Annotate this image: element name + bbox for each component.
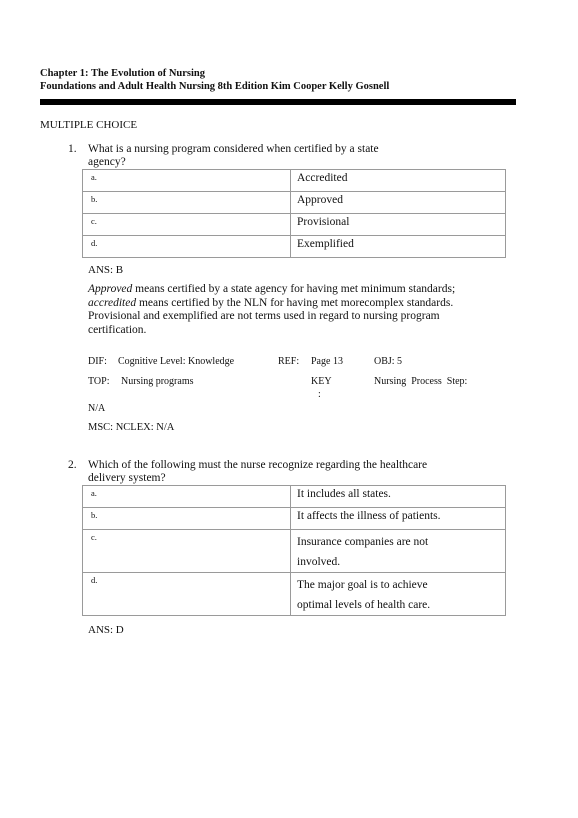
question-text-line: Which of the following must the nurse recognize regarding the healthcare (88, 459, 428, 471)
option-text-line: The major goal is to achieve (297, 579, 428, 591)
options-table (82, 169, 506, 258)
rationale-line: certification. (88, 323, 147, 336)
key-value-continued: N/A (88, 403, 106, 414)
question-text (88, 459, 427, 484)
option-row[interactable] (83, 486, 505, 508)
key-label: KEY (311, 376, 332, 387)
rationale-line (88, 297, 508, 311)
option-text (291, 573, 505, 615)
top-value: Nursing programs (121, 376, 194, 387)
answer-key: ANS: B (88, 264, 124, 276)
rationale-term: Approved (88, 283, 133, 295)
rationale-term: accredited (88, 296, 137, 309)
rationale-text: means certified by a state agency for having met minimum standards; (132, 283, 456, 295)
option-text: It includes all states. (297, 488, 391, 500)
option-letter: c. (83, 214, 291, 235)
option-row[interactable] (83, 236, 505, 257)
option-letter: c. (83, 530, 291, 572)
option-text: Exemplified (297, 238, 354, 250)
option-row[interactable] (83, 573, 505, 615)
option-row[interactable] (83, 170, 505, 192)
question-text-line: agency? (88, 155, 126, 168)
obj-value: OBJ: 5 (374, 356, 403, 367)
question-text-line: What is a nursing program considered when certified by a state (88, 143, 379, 155)
option-text-line: involved. (297, 556, 341, 568)
option-text: Provisional (297, 216, 350, 228)
header-rule (40, 99, 516, 105)
top-label: TOP: (88, 376, 110, 387)
key-colon: : (318, 389, 321, 400)
question-number: 1. (68, 143, 77, 155)
rationale-line (88, 283, 508, 297)
option-row[interactable] (83, 192, 505, 214)
option-letter: b. (83, 508, 291, 529)
option-letter: a. (83, 486, 291, 507)
answer-key: ANS: D (88, 624, 124, 636)
chapter-title: Chapter 1: The Evolution of Nursing (40, 68, 206, 79)
option-letter: d. (83, 573, 291, 615)
option-letter: d. (83, 236, 291, 257)
option-text (291, 530, 505, 572)
ref-label: REF: (278, 356, 300, 367)
rationale-text: means certified by the NLN for having met morecomplex standards. (136, 296, 454, 309)
ref-value: Page 13 (311, 356, 343, 367)
key-value: Nursing Process Step: (374, 376, 468, 387)
option-text: Accredited (297, 172, 348, 184)
document-header (40, 67, 389, 93)
msc-value: MSC: NCLEX: N/A (88, 422, 175, 433)
dif-label: DIF: (88, 356, 107, 367)
rationale (88, 283, 508, 337)
question-number: 2. (68, 459, 77, 471)
option-row[interactable] (83, 214, 505, 236)
section-title: MULTIPLE CHOICE (40, 119, 138, 131)
option-letter: a. (83, 170, 291, 191)
option-text: Approved (297, 194, 343, 206)
options-table (82, 485, 506, 616)
question-text-line: delivery system? (88, 471, 166, 484)
option-row[interactable] (83, 530, 505, 573)
dif-value: Cognitive Level: Knowledge (118, 356, 235, 367)
option-text-line: Insurance companies are not (297, 536, 429, 548)
option-text: It affects the illness of patients. (297, 510, 441, 522)
rationale-line: Provisional and exemplified are not terms used in regard to nursing program (88, 310, 440, 322)
question-text (88, 143, 379, 168)
option-letter: b. (83, 192, 291, 213)
option-row[interactable] (83, 508, 505, 530)
book-title: Foundations and Adult Health Nursing 8th Edition Kim Cooper Kelly Gosnell (40, 81, 390, 92)
option-text-line: optimal levels of health care. (297, 599, 431, 611)
